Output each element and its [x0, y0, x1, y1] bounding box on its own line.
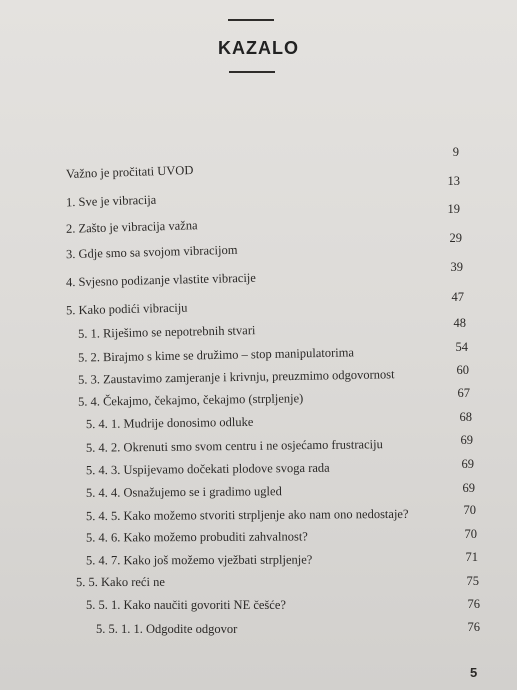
toc-entry: Važno je pročitati UVOD: [65, 163, 194, 181]
toc-page-number: 39: [450, 260, 463, 274]
toc-entry: 5. 4. 3. Uspijevamo dočekati plodove svoga rada: [85, 460, 330, 478]
toc-entry: 5. 4. 1. Mudrije donosimo odluke: [85, 414, 254, 432]
toc-entry: 5. 4. 7. Kako još možemo vježbati strpljenje?: [85, 552, 313, 568]
toc-page-number: 68: [459, 410, 472, 424]
toc-entry: 2. Zašto je vibracija važna: [65, 218, 198, 236]
toc-page-number: 71: [465, 550, 478, 564]
toc-page-number: 69: [462, 481, 475, 495]
toc-entry: 5. 4. 4. Osnažujemo se i gradimo ugled: [85, 484, 282, 500]
toc-entry: 4. Svjesno podizanje vlastite vibracije: [65, 270, 257, 290]
toc-entry: 5. 2. Birajmo s kime se družimo – stop manipulatorima: [77, 345, 355, 365]
toc-page-number: 54: [455, 340, 468, 354]
toc-entry: 5. 4. 2. Okrenuti smo svom centru i ne osjećamo frustraciju: [85, 437, 383, 455]
toc-page-number: 60: [456, 363, 469, 377]
toc-page-number: 70: [463, 503, 476, 517]
toc-page-number: 19: [447, 202, 460, 216]
toc-entry: 5. 5. Kako reći ne: [75, 574, 165, 590]
toc-page-number: 75: [466, 574, 479, 588]
toc-entry: 5. 5. 1. Kako naučiti govoriti NE češće?: [86, 598, 286, 612]
toc-page-number: 70: [464, 527, 477, 541]
toc-page-number: 29: [449, 231, 462, 245]
toc-page-number: 69: [460, 433, 473, 447]
toc-page-number: 13: [447, 174, 460, 188]
toc-page-number: 69: [461, 457, 474, 471]
page-number: 5: [470, 665, 478, 680]
toc-page-number: 47: [451, 290, 464, 304]
toc-entry: 5. 4. Čekajmo, čekajmo, čekajmo (strpljenje): [77, 391, 304, 409]
toc-entry: 5. 3. Zaustavimo zamjeranje i krivnju, preuzmimo odgovornost: [77, 367, 395, 387]
toc-entry: 5. Kako podići vibraciju: [65, 300, 188, 318]
toc-page-number: 67: [457, 386, 470, 400]
toc-entry: 1. Sve je vibracija: [65, 192, 157, 210]
toc-page-number: 76: [467, 597, 480, 611]
toc-page-number: 9: [452, 145, 459, 159]
toc-entry: 5. 1. Riješimo se nepotrebnih stvari: [77, 323, 256, 341]
page-title: KAZALO: [218, 38, 299, 58]
toc-entry: 5. 5. 1. 1. Odgodite odgovor: [96, 622, 238, 636]
toc-entry: 5. 4. 6. Kako možemo probuditi zahvalnost?: [85, 529, 308, 545]
toc-entry: 3. Gdje smo sa svojom vibracijom: [65, 242, 238, 262]
toc-entry: 5. 4. 5. Kako možemo stvoriti strpljenje ako nam ono nedostaje?: [85, 506, 409, 524]
toc-page-number: 48: [453, 316, 466, 330]
toc-page-number: 76: [467, 620, 480, 634]
